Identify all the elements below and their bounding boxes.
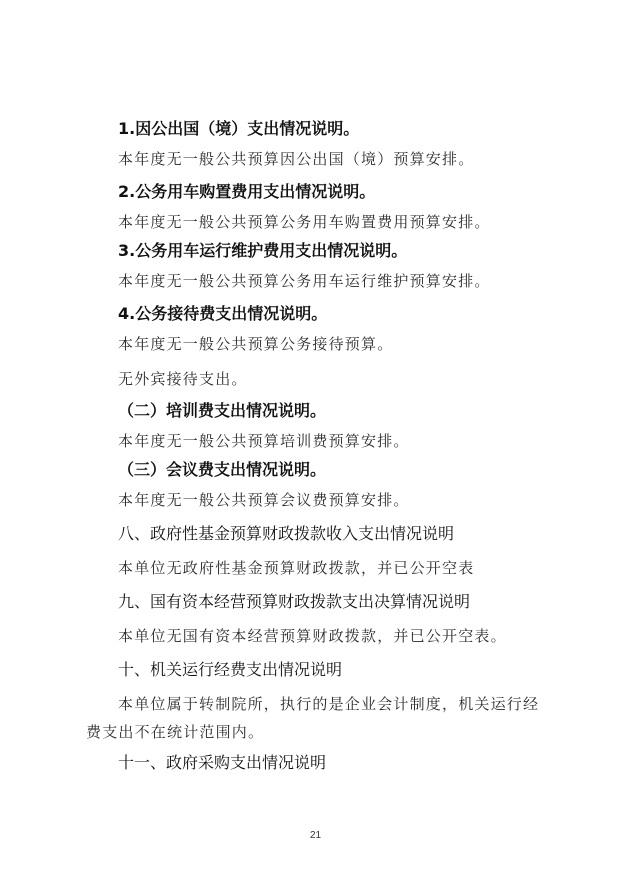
paragraph-reception: 本年度无一般公共预算公务接待预算。 [118, 335, 394, 353]
paragraph-training: 本年度无一般公共预算培训费预算安排。 [118, 432, 410, 450]
heading-overseas-travel: 1.因公出国（境）支出情况说明。 [118, 119, 360, 138]
page-number: 21 [309, 830, 322, 841]
paragraph-overseas-travel: 本年度无一般公共预算因公出国（境）预算安排。 [118, 150, 475, 168]
paragraph-state-capital: 本单位无国有资本经营预算财政拨款，并已公开空表。 [118, 627, 507, 645]
paragraph-meeting: 本年度无一般公共预算会议费预算安排。 [118, 491, 410, 509]
paragraph-government-fund: 本单位无政府性基金预算财政拨款，并已公开空表 [118, 559, 475, 577]
paragraph-vehicle-maintenance: 本年度无一般公共预算公务用车运行维护预算安排。 [118, 272, 491, 290]
paragraph-vehicle-purchase: 本年度无一般公共预算公务用车购置费用预算安排。 [118, 213, 491, 231]
heading-meeting: （三）会议费支出情况说明。 [118, 460, 327, 479]
paragraph-operating-expenses-line1: 本单位属于转制院所，执行的是企业会计制度，机关运行经 [118, 695, 540, 713]
heading-state-capital: 九、国有资本经营预算财政拨款支出决算情况说明 [118, 592, 471, 611]
heading-vehicle-maintenance: 3.公务用车运行维护费用支出情况说明。 [118, 241, 408, 260]
heading-reception: 4.公务接待费支出情况说明。 [118, 304, 328, 323]
heading-vehicle-purchase: 2.公务用车购置费用支出情况说明。 [118, 182, 376, 201]
heading-operating-expenses: 十、机关运行经费支出情况说明 [118, 660, 343, 679]
paragraph-operating-expenses-line2: 费支出不在统计范围内。 [86, 723, 265, 741]
heading-training: （二）培训费支出情况说明。 [118, 401, 327, 420]
paragraph-foreign-guests: 无外宾接待支出。 [118, 370, 248, 388]
heading-government-procurement: 十一、政府采购支出情况说明 [118, 753, 327, 772]
heading-government-fund: 八、政府性基金预算财政拨款收入支出情况说明 [118, 524, 455, 543]
